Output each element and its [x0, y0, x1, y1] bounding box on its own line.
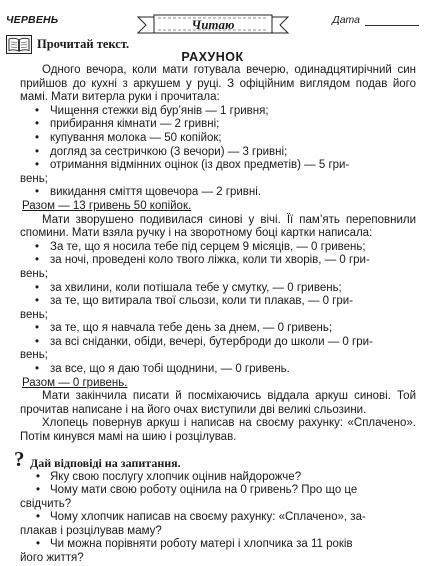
bullet-icon: •	[35, 281, 40, 294]
son-bill-total: Разом — 13 гривень 50 копійок.	[22, 199, 192, 212]
item-text: догляд за сестричкою (3 вечори) — 3 гривні;	[50, 145, 288, 158]
item-text: Чому мати свою роботу оцінила на 0 гривень? Про що це	[50, 484, 358, 496]
ending-paragraph: Мати закінчила писати й посміхаючись віддала аркуш синові. Той прочитав написане і на його очах виступили дві великі сльозини.	[20, 390, 416, 416]
list-item	[20, 159, 416, 186]
item-text-continued: вень;	[20, 308, 48, 321]
questions-section	[14, 447, 416, 565]
list-item	[20, 132, 416, 146]
bullet-icon: •	[35, 159, 40, 172]
item-text-continued: вень;	[20, 267, 48, 280]
item-text: за всі сніданки, обіди, вечері, бутерброди до школи — 0 гри-	[50, 335, 373, 348]
question-item	[14, 484, 416, 511]
middle-paragraph: Мати зворушено подивилася синові у вічі. Її пам’ять переповнили спомини. Мати взяла ручку і на зворотному боці картки написала:	[20, 213, 416, 240]
list-item	[20, 282, 416, 296]
item-text-continued: вень;	[20, 349, 48, 362]
instruction-text: Прочитай текст.	[37, 37, 130, 51]
list-item	[20, 105, 416, 119]
date-field	[332, 14, 419, 26]
item-text-continued: плакав і розцілував маму?	[20, 524, 162, 537]
item-text: Чищення стежки від бур’янів — 1 гривня;	[50, 104, 269, 117]
question-item	[14, 538, 416, 565]
item-text-continued: вень;	[20, 172, 48, 185]
date-blank-line	[365, 16, 419, 26]
bullet-icon: •	[36, 511, 41, 523]
list-item	[20, 254, 416, 281]
date-label: Дата	[332, 14, 360, 26]
bullet-icon: •	[35, 118, 40, 131]
son-bill-list	[20, 105, 416, 200]
item-text: за те, що я навчала тебе день за днем, — 0 гривень;	[50, 322, 333, 335]
bullet-icon: •	[35, 363, 40, 376]
bullet-icon: •	[35, 145, 40, 158]
bullet-icon: •	[35, 335, 40, 348]
page-header	[0, 0, 425, 32]
item-text: за ночі, проведені коло твого ліжка, коли ти хворів, — 0 гри-	[50, 254, 370, 267]
section-ribbon	[136, 14, 290, 36]
item-text: Чи можна порівняти роботу матері і хлопчика за 11 років	[50, 538, 353, 550]
question-item	[14, 511, 416, 538]
list-item	[20, 363, 416, 377]
item-text-continued: свідчить?	[20, 497, 72, 510]
questions-heading: Дай відповіді на запитання.	[30, 456, 181, 470]
mother-bill-list	[20, 241, 416, 377]
bullet-icon: •	[35, 254, 40, 267]
bullet-icon: •	[36, 470, 41, 483]
list-item	[20, 118, 416, 132]
list-item	[20, 336, 416, 363]
item-text: За те, що я носила тебе під серцем 9 місяців, — 0 гривень;	[50, 240, 366, 253]
month-label: ЧЕРВЕНЬ	[6, 14, 59, 26]
section-title: Читаю	[191, 17, 235, 32]
list-item	[20, 295, 416, 322]
item-text: прибирання кімнати — 2 гривні;	[50, 118, 220, 131]
mother-bill-total: Разом — 0 гривень.	[22, 376, 128, 389]
item-text-continued: його життя?	[20, 551, 84, 564]
intro-paragraph: Одного вечора, коли мати готувала вечерю, одинадцятирічний син прийшов до кухні з аркушем у руці. З офіційним виглядом подав його мамі. Мати витерла руки і прочитала:	[20, 64, 416, 104]
list-item	[20, 241, 416, 255]
bullet-icon: •	[35, 186, 40, 199]
item-text: викидання сміття щовечора — 2 гривні.	[50, 186, 261, 199]
final-paragraph: Хлопець повернув аркуш і написав на своєму рахунку: «Сплачено». Потім кинувся мамі на шию і розцілував.	[20, 417, 416, 444]
story-text	[20, 64, 416, 445]
list-item	[20, 186, 416, 200]
story-title: РАХУНОК	[181, 50, 244, 64]
item-text: отримання відмінних оцінок (із двох предметів) — 5 гри-	[50, 159, 350, 172]
bullet-icon: •	[35, 240, 40, 253]
bullet-icon: •	[35, 104, 40, 117]
bullet-icon: •	[36, 484, 41, 496]
item-text: купування молока — 50 копійок;	[50, 131, 222, 144]
bullet-icon: •	[36, 538, 41, 550]
item-text: за хвилини, коли потішала тебе у смутку, — 0 гривень;	[50, 281, 342, 294]
item-text: Яку свою послугу хлопчик оцінив найдорожче?	[50, 470, 302, 483]
question-mark-icon: ?	[14, 447, 25, 471]
questions-list	[14, 471, 416, 566]
bullet-icon: •	[35, 131, 40, 144]
item-text: Чому хлопчик написав на своєму рахунку: «Сплачено», за-	[50, 511, 366, 523]
bullet-icon: •	[35, 295, 40, 308]
item-text: за те, що витирала твої сльози, коли ти плакав, — 0 гри-	[50, 295, 354, 308]
list-item	[20, 322, 416, 336]
question-item	[14, 471, 416, 485]
list-item	[20, 146, 416, 160]
bullet-icon: •	[35, 322, 40, 335]
item-text: за все, що я даю тобі щоднини, — 0 гривень.	[50, 363, 290, 376]
